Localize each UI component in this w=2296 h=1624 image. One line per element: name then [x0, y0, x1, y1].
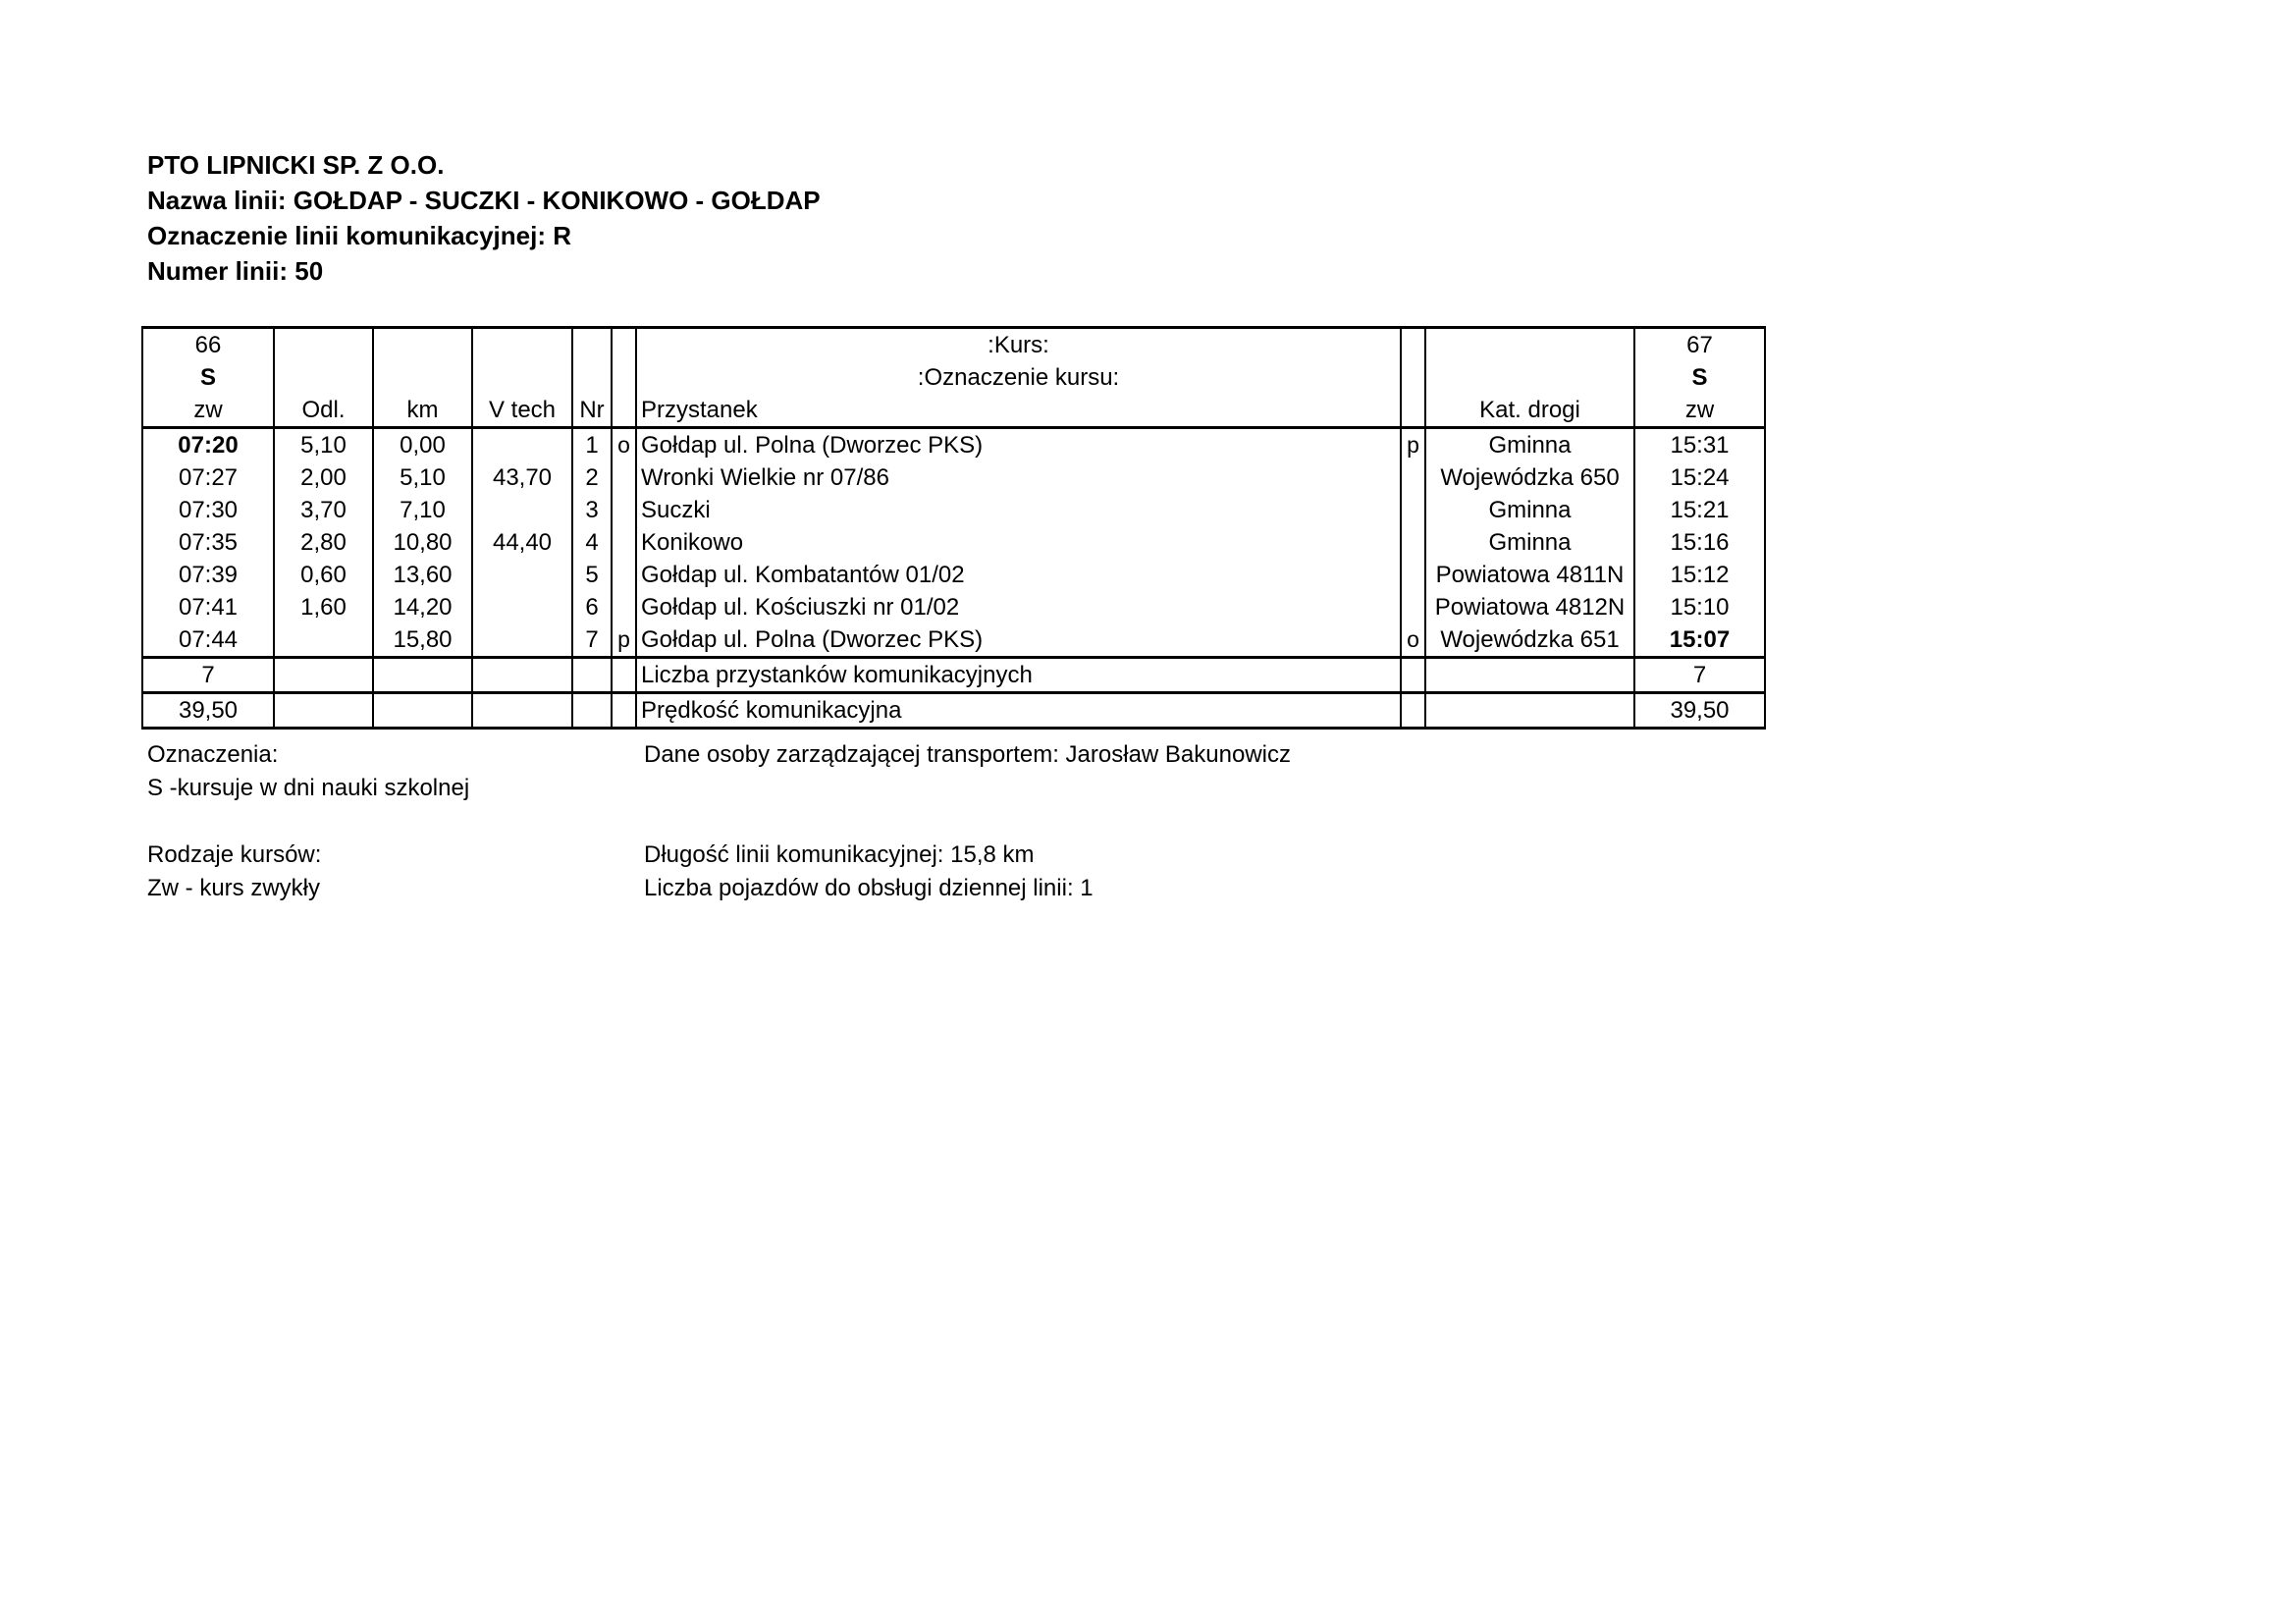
vehicle-count: Liczba pojazdów do obsługi dziennej linii: 1	[644, 875, 1094, 901]
departure-time: 07:27	[142, 461, 274, 494]
return-time: 15:24	[1634, 461, 1765, 494]
course-number-outbound: 66	[142, 328, 274, 362]
stop-number: 5	[572, 559, 612, 591]
vtech	[472, 494, 572, 526]
course-types-title: Rodzaje kursów:	[147, 841, 322, 868]
col-header-km: km	[373, 394, 472, 428]
line-name: Nazwa linii: GOŁDAP - SUCZKI - KONIKOWO - GOŁDAP	[147, 186, 821, 215]
course-designation-outbound: S	[142, 361, 274, 394]
line-designation: Oznaczenie linii komunikacyjnej: R	[147, 221, 572, 250]
stop-number: 3	[572, 494, 612, 526]
table-row	[142, 591, 1765, 623]
table-row	[142, 428, 1765, 462]
col-header-type-return: zw	[1634, 394, 1765, 428]
vtech	[472, 591, 572, 623]
km: 10,80	[373, 526, 472, 559]
stop-symbol-outbound	[612, 494, 636, 526]
km: 0,00	[373, 428, 472, 462]
departure-time: 07:20	[142, 428, 274, 462]
stop-number: 6	[572, 591, 612, 623]
road-category: Powiatowa 4812N	[1425, 591, 1634, 623]
stop-symbol-outbound	[612, 559, 636, 591]
summary-row-stops	[142, 658, 1765, 693]
table-row	[142, 559, 1765, 591]
vtech	[472, 623, 572, 658]
stop-symbol-return	[1401, 526, 1425, 559]
road-category: Gminna	[1425, 494, 1634, 526]
table-row	[142, 494, 1765, 526]
stop-name: Konikowo	[636, 526, 1401, 559]
stop-count-outbound: 7	[142, 658, 274, 693]
notes-right	[644, 738, 1291, 905]
stop-number: 2	[572, 461, 612, 494]
table-row	[142, 461, 1765, 494]
table-row	[142, 526, 1765, 559]
timetable	[141, 326, 1766, 730]
distance: 3,70	[274, 494, 373, 526]
stop-symbol-return	[1401, 591, 1425, 623]
col-header-type-outbound: zw	[142, 394, 274, 428]
stop-name: Gołdap ul. Kościuszki nr 01/02	[636, 591, 1401, 623]
company-name: PTO LIPNICKI SP. Z O.O.	[147, 150, 445, 180]
course-number-return: 67	[1634, 328, 1765, 362]
col-header-vtech: V tech	[472, 394, 572, 428]
road-category: Powiatowa 4811N	[1425, 559, 1634, 591]
course-designation-return: S	[1634, 361, 1765, 394]
vtech: 44,40	[472, 526, 572, 559]
stop-symbol-return	[1401, 494, 1425, 526]
distance: 5,10	[274, 428, 373, 462]
line-number: Numer linii: 50	[147, 256, 324, 286]
speed-outbound: 39,50	[142, 693, 274, 729]
line-length: Długość linii komunikacyjnej: 15,8 km	[644, 841, 1035, 868]
departure-time: 07:30	[142, 494, 274, 526]
road-category: Wojewódzka 650	[1425, 461, 1634, 494]
distance: 0,60	[274, 559, 373, 591]
legend-title: Oznaczenia:	[147, 741, 279, 768]
speed-return: 39,50	[1634, 693, 1765, 729]
road-category: Gminna	[1425, 428, 1634, 462]
col-header-stop: Przystanek	[636, 394, 1401, 428]
column-header-row	[142, 394, 1765, 428]
return-time: 15:07	[1634, 623, 1765, 658]
document-header	[147, 147, 821, 289]
distance	[274, 623, 373, 658]
speed-label: Prędkość komunikacyjna	[636, 693, 1401, 729]
distance: 1,60	[274, 591, 373, 623]
return-time: 15:12	[1634, 559, 1765, 591]
distance: 2,00	[274, 461, 373, 494]
notes-left	[147, 738, 469, 905]
road-category: Gminna	[1425, 526, 1634, 559]
departure-time: 07:41	[142, 591, 274, 623]
stop-symbol-return: p	[1401, 428, 1425, 462]
return-time: 15:31	[1634, 428, 1765, 462]
stop-number: 1	[572, 428, 612, 462]
vtech	[472, 428, 572, 462]
km: 14,20	[373, 591, 472, 623]
col-header-kat: Kat. drogi	[1425, 394, 1634, 428]
summary-row-speed	[142, 693, 1765, 729]
col-header-nr: Nr	[572, 394, 612, 428]
transport-manager: Dane osoby zarządzającej transportem: Jarosław Bakunowicz	[644, 741, 1291, 768]
road-category: Wojewódzka 651	[1425, 623, 1634, 658]
stop-name: Gołdap ul. Polna (Dworzec PKS)	[636, 623, 1401, 658]
return-time: 15:21	[1634, 494, 1765, 526]
stop-symbol-return: o	[1401, 623, 1425, 658]
km: 5,10	[373, 461, 472, 494]
course-type-zw: Zw - kurs zwykły	[147, 875, 320, 901]
course-label: :Kurs:	[636, 328, 1401, 362]
stop-symbol-outbound	[612, 591, 636, 623]
km: 7,10	[373, 494, 472, 526]
stop-name: Gołdap ul. Polna (Dworzec PKS)	[636, 428, 1401, 462]
course-number-row	[142, 328, 1765, 362]
stop-name: Suczki	[636, 494, 1401, 526]
departure-time: 07:39	[142, 559, 274, 591]
stop-symbol-outbound	[612, 461, 636, 494]
vtech: 43,70	[472, 461, 572, 494]
departure-time: 07:35	[142, 526, 274, 559]
stop-number: 4	[572, 526, 612, 559]
stop-symbol-return	[1401, 559, 1425, 591]
stop-symbol-outbound: p	[612, 623, 636, 658]
course-designation-label: :Oznaczenie kursu:	[636, 361, 1401, 394]
vtech	[472, 559, 572, 591]
stop-number: 7	[572, 623, 612, 658]
stop-count-label: Liczba przystanków komunikacyjnych	[636, 658, 1401, 693]
km: 13,60	[373, 559, 472, 591]
table-row	[142, 623, 1765, 658]
stop-symbol-outbound: o	[612, 428, 636, 462]
legend-s: S -kursuje w dni nauki szkolnej	[147, 775, 470, 801]
km: 15,80	[373, 623, 472, 658]
stop-symbol-outbound	[612, 526, 636, 559]
stop-name: Wronki Wielkie nr 07/86	[636, 461, 1401, 494]
stop-name: Gołdap ul. Kombatantów 01/02	[636, 559, 1401, 591]
departure-time: 07:44	[142, 623, 274, 658]
col-header-odl: Odl.	[274, 394, 373, 428]
course-designation-row	[142, 361, 1765, 394]
distance: 2,80	[274, 526, 373, 559]
return-time: 15:10	[1634, 591, 1765, 623]
return-time: 15:16	[1634, 526, 1765, 559]
stop-count-return: 7	[1634, 658, 1765, 693]
stop-symbol-return	[1401, 461, 1425, 494]
